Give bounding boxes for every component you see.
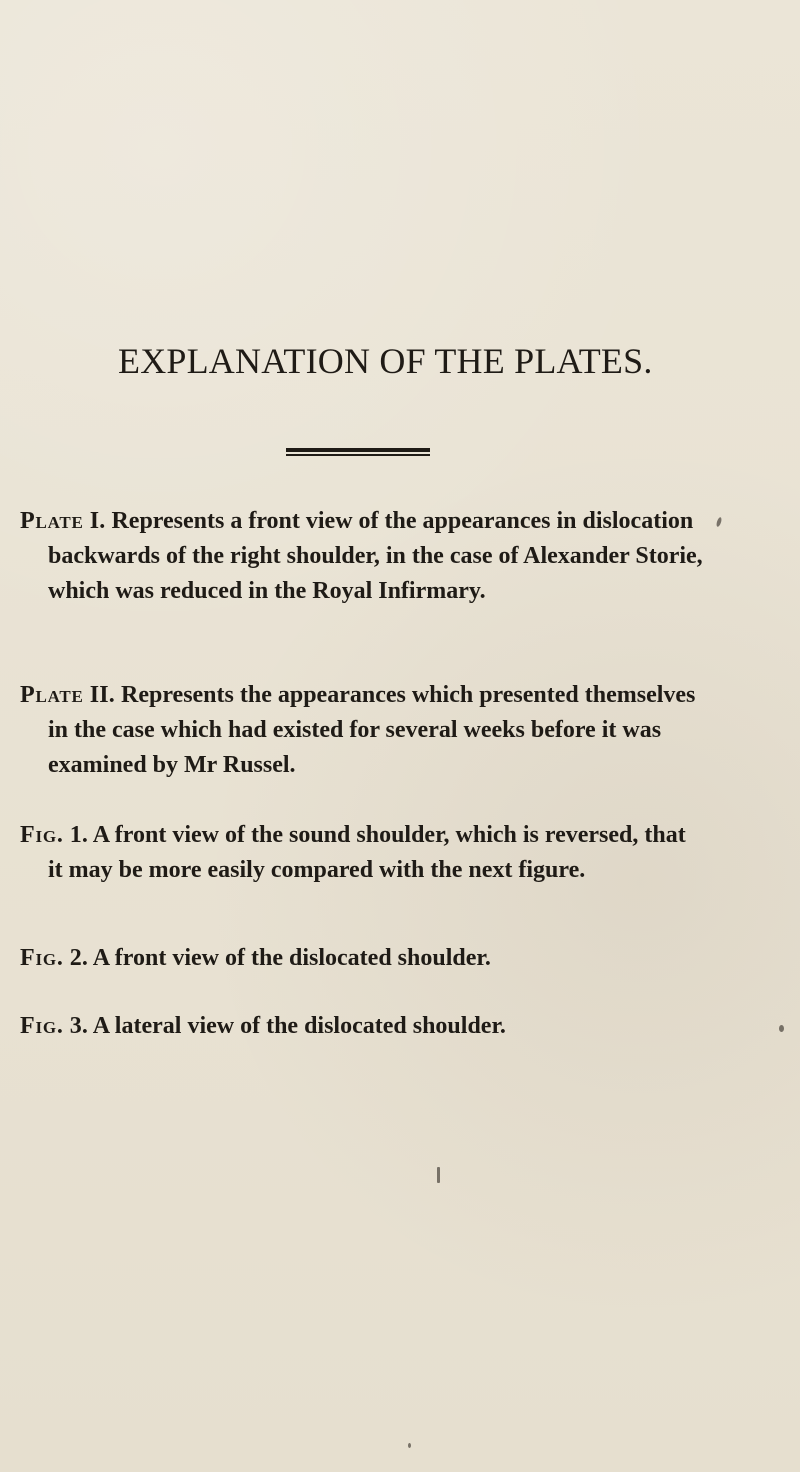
plate-entry-2 [20,678,705,783]
entry-lead: Plate [20,682,84,708]
paper-speck [716,517,723,528]
entry-label: 1. [69,822,89,848]
entry-lead: Fig. [20,822,64,848]
paper-speck [779,1025,784,1032]
entry-text: A lateral view of the dislocated shoulder. [92,1013,506,1039]
entry-label: I. [89,508,106,534]
entry-text: A front view of the sound shoulder, which is reversed, that it may be more easily compared with the next figure. [48,822,686,883]
figure-entry-3 [20,1009,705,1044]
figure-entry-2 [20,941,705,976]
page-title: EXPLANATION OF THE PLATES. [118,341,653,381]
plate-entry-1 [20,504,705,609]
entry-lead: Plate [20,508,84,534]
entry-text: A front view of the dislocated shoulder. [92,945,491,971]
entry-lead: Fig. [20,1013,64,1039]
entry-label: II. [89,682,115,708]
entry-text: Represents the appearances which presented themselves in the case which had existed for several weeks before it was examined by Mr Russel. [48,682,696,778]
entry-text: Represents a front view of the appearances in dislocation backwards of the right shoulder, in the case of Alexander Storie, which was reduced in the Royal Infirmary. [48,508,703,604]
title-divider-thick-line [286,448,430,452]
figure-entry-1 [20,818,705,888]
entry-lead: Fig. [20,945,64,971]
entry-label: 2. [69,945,89,971]
paper-speck [408,1443,411,1448]
title-divider-thin-line [286,454,430,456]
entry-label: 3. [69,1013,89,1039]
paper-speck [437,1167,440,1183]
title-divider [286,448,430,457]
